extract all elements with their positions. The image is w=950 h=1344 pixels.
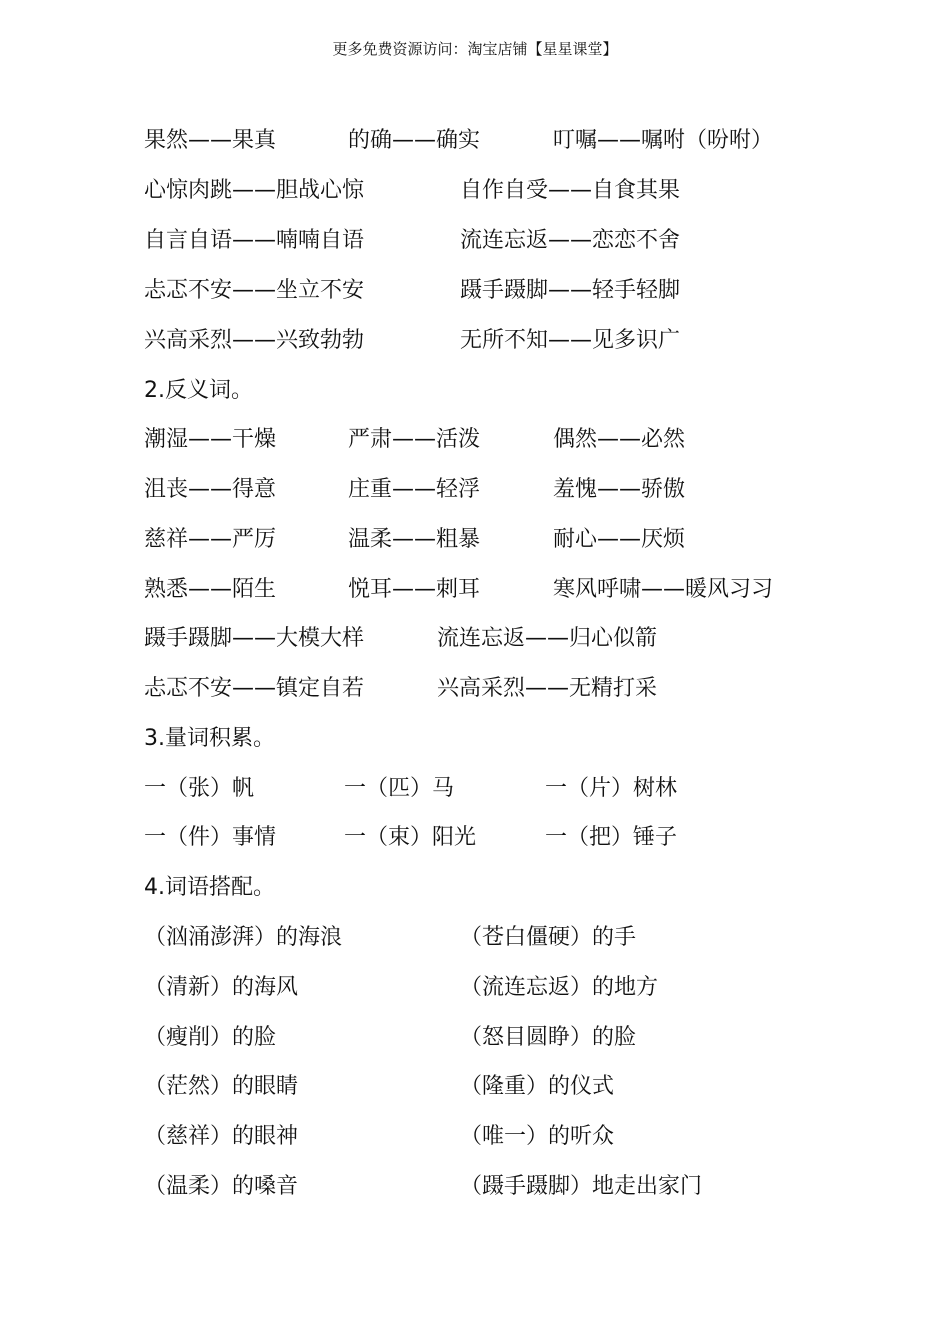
page-header: 更多免费资源访问：淘宝店铺【星星课堂】 [332, 40, 618, 58]
word-pair: 兴高采烈——兴致勃勃 [144, 328, 365, 353]
word-pair: 沮丧——得意 [144, 477, 277, 502]
collocation-phrase: （蹑手蹑脚）地走出家门 [460, 1174, 703, 1199]
measure-phrase: 一（片）树林 [545, 776, 678, 801]
word-pair: 蹑手蹑脚——大模大样 [144, 626, 365, 651]
collocation-phrase: （隆重）的仪式 [460, 1074, 615, 1099]
word-pair: 羞愧——骄傲 [553, 477, 686, 502]
section-heading-collocations: 4.词语搭配。 [144, 875, 275, 900]
word-pair: 严肃——活泼 [348, 427, 481, 452]
word-pair: 慈祥——严厉 [144, 527, 277, 552]
measure-phrase: 一（束）阳光 [344, 825, 477, 850]
word-pair: 自作自受——自食其果 [460, 178, 681, 203]
collocation-phrase: （清新）的海风 [144, 975, 299, 1000]
word-pair: 潮湿——干燥 [144, 427, 277, 452]
collocation-phrase: （汹涌澎湃）的海浪 [144, 925, 343, 950]
word-pair: 蹑手蹑脚——轻手轻脚 [460, 278, 681, 303]
collocation-phrase: （茫然）的眼睛 [144, 1074, 299, 1099]
word-pair: 无所不知——见多识广 [460, 328, 681, 353]
word-pair: 耐心——厌烦 [553, 527, 686, 552]
measure-phrase: 一（把）锤子 [545, 825, 678, 850]
word-pair: 寒风呼啸——暖风习习 [553, 577, 774, 602]
word-pair: 庄重——轻浮 [348, 477, 481, 502]
word-pair: 心惊肉跳——胆战心惊 [144, 178, 365, 203]
measure-phrase: 一（张）帆 [144, 776, 255, 801]
word-pair: 流连忘返——恋恋不舍 [460, 228, 681, 253]
collocation-phrase: （怒目圆睁）的脸 [460, 1025, 637, 1050]
word-pair: 温柔——粗暴 [348, 527, 481, 552]
word-pair: 果然——果真 [144, 128, 277, 153]
word-pair: 兴高采烈——无精打采 [437, 676, 658, 701]
word-pair: 悦耳——刺耳 [348, 577, 481, 602]
word-pair: 熟悉——陌生 [144, 577, 277, 602]
section-heading-antonyms: 2.反义词。 [144, 378, 253, 403]
collocation-phrase: （流连忘返）的地方 [460, 975, 659, 1000]
word-pair: 自言自语——喃喃自语 [144, 228, 365, 253]
collocation-phrase: （苍白僵硬）的手 [460, 925, 637, 950]
measure-phrase: 一（件）事情 [144, 825, 277, 850]
section-heading-measure-words: 3.量词积累。 [144, 726, 275, 751]
measure-phrase: 一（匹）马 [344, 776, 455, 801]
word-pair: 偶然——必然 [553, 427, 686, 452]
collocation-phrase: （唯一）的听众 [460, 1124, 615, 1149]
collocation-phrase: （慈祥）的眼神 [144, 1124, 299, 1149]
word-pair: 忐忑不安——坐立不安 [144, 278, 365, 303]
word-pair: 叮嘱——嘱咐（吩咐） [553, 128, 774, 153]
collocation-phrase: （温柔）的嗓音 [144, 1174, 299, 1199]
word-pair: 流连忘返——归心似箭 [437, 626, 658, 651]
word-pair: 的确——确实 [348, 128, 481, 153]
word-pair: 忐忑不安——镇定自若 [144, 676, 365, 701]
collocation-phrase: （瘦削）的脸 [144, 1025, 277, 1050]
